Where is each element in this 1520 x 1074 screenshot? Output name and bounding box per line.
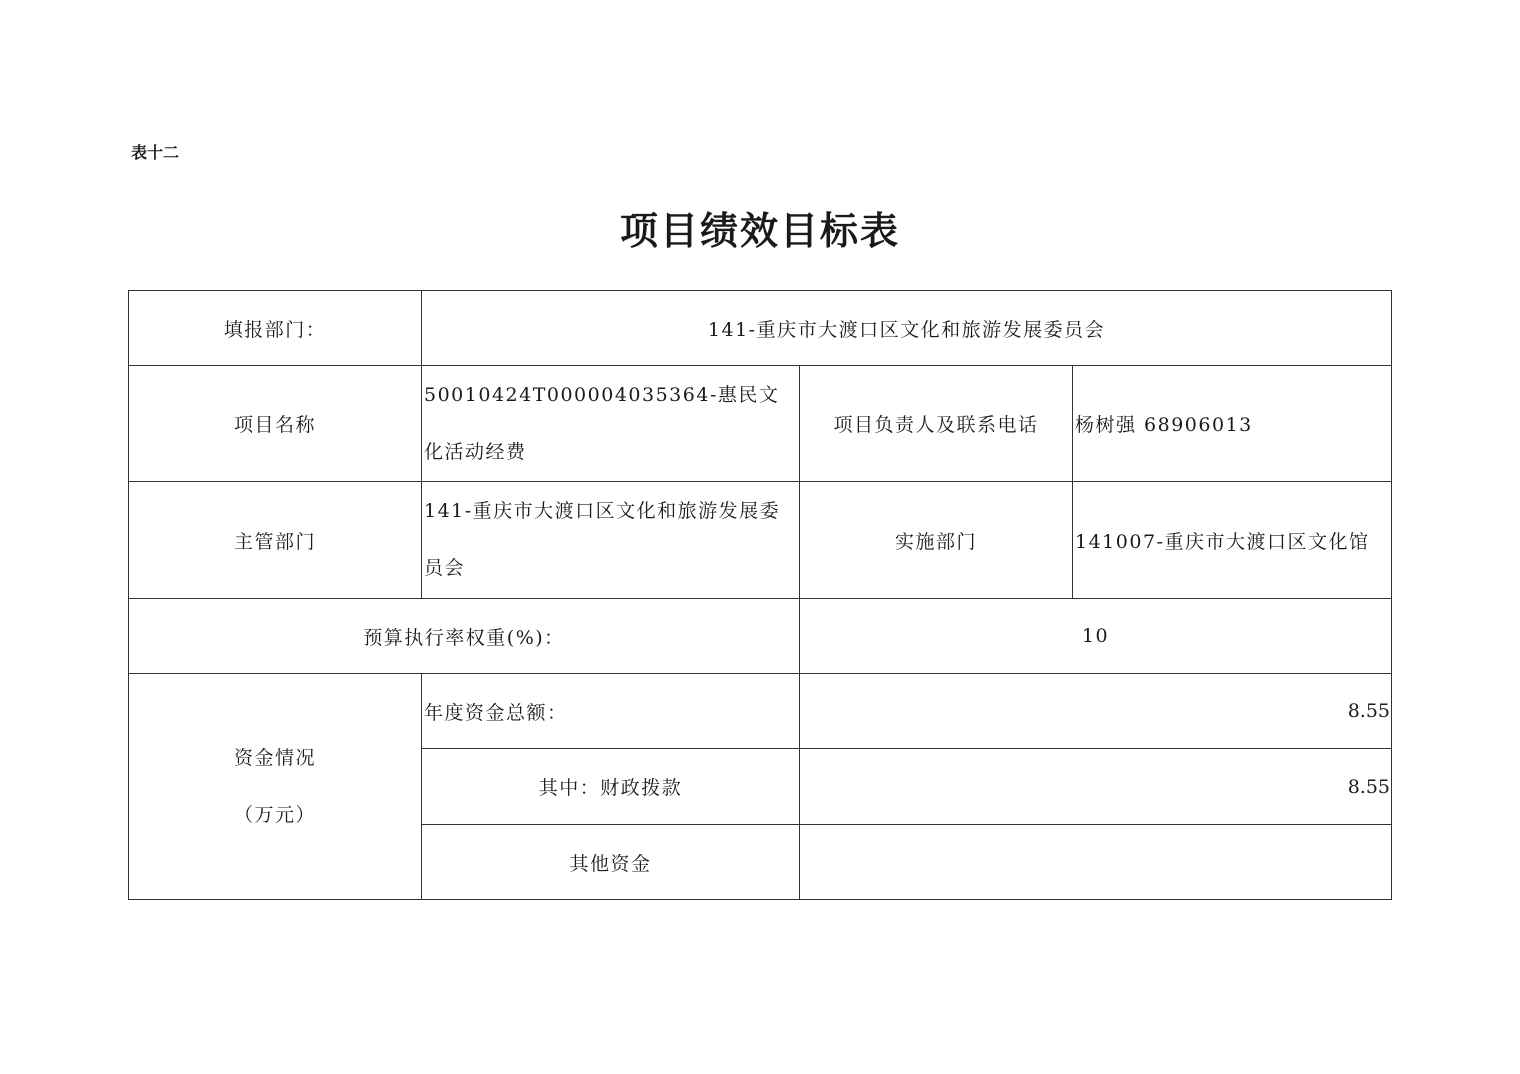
reporting-dept-value: 141-重庆市大渡口区文化和旅游发展委员会 xyxy=(422,291,1392,366)
other-funds-value xyxy=(800,825,1392,900)
project-lead-label: 项目负责人及联系电话 xyxy=(800,366,1073,482)
implementing-dept-label: 实施部门 xyxy=(800,482,1073,599)
project-name-label: 项目名称 xyxy=(129,366,422,482)
funds-label xyxy=(129,674,422,900)
table-row xyxy=(129,291,1392,366)
annual-total-value: 8.55 xyxy=(800,674,1392,749)
page-title: 项目绩效目标表 xyxy=(619,209,900,253)
project-lead-value: 杨树强 68906013 xyxy=(1073,366,1392,482)
supervising-dept-label: 主管部门 xyxy=(129,482,422,599)
supervising-dept-value: 141-重庆市大渡口区文化和旅游发展委员会 xyxy=(422,482,800,599)
funds-label-line1: 资金情况 xyxy=(233,746,316,769)
project-name-value: 50010424T000004035364-惠民文化活动经费 xyxy=(422,366,800,482)
budget-weight-label: 预算执行率权重(%)： xyxy=(129,599,800,674)
other-funds-label: 其他资金 xyxy=(422,825,800,900)
table-row xyxy=(129,674,1392,749)
table-row xyxy=(129,599,1392,674)
table-row xyxy=(129,366,1392,482)
implementing-dept-value: 141007-重庆市大渡口区文化馆 xyxy=(1073,482,1392,599)
performance-target-table xyxy=(128,290,1392,900)
table-number: 表十二 xyxy=(131,143,180,162)
fiscal-appropriation-label: 其中：财政拨款 xyxy=(422,749,800,825)
budget-weight-value: 10 xyxy=(800,599,1392,674)
table-row xyxy=(129,482,1392,599)
fiscal-appropriation-value: 8.55 xyxy=(800,749,1392,825)
funds-label-line2: （万元） xyxy=(233,803,316,826)
reporting-dept-label: 填报部门： xyxy=(129,291,422,366)
annual-total-label: 年度资金总额： xyxy=(422,674,800,749)
